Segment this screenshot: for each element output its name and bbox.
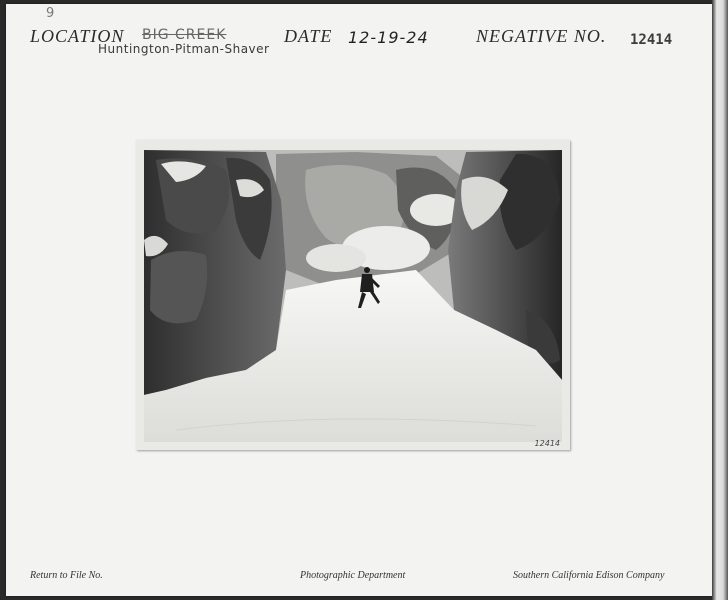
location-struck-value: BIG CREEK <box>142 27 227 43</box>
footer-department-label: Photographic Department <box>300 570 406 581</box>
sheet-number: 9 <box>46 6 55 21</box>
footer-company-label: Southern California Edison Company <box>513 570 665 581</box>
photograph-image <box>136 140 570 450</box>
archive-card <box>6 4 712 596</box>
photograph-print <box>136 140 570 450</box>
date-value: 12-19-24 <box>348 28 429 47</box>
location-label: LOCATION <box>30 26 125 46</box>
negative-number-value: 12414 <box>630 32 673 48</box>
negative-number-label: NEGATIVE NO. <box>476 26 607 46</box>
footer-return-label: Return to File No. <box>30 570 103 581</box>
print-negative-number: 12414 <box>534 439 560 448</box>
scan-edge <box>712 0 728 600</box>
location-handwritten-value: Huntington-Pitman-Shaver <box>98 42 270 56</box>
date-label: DATE <box>284 26 333 46</box>
